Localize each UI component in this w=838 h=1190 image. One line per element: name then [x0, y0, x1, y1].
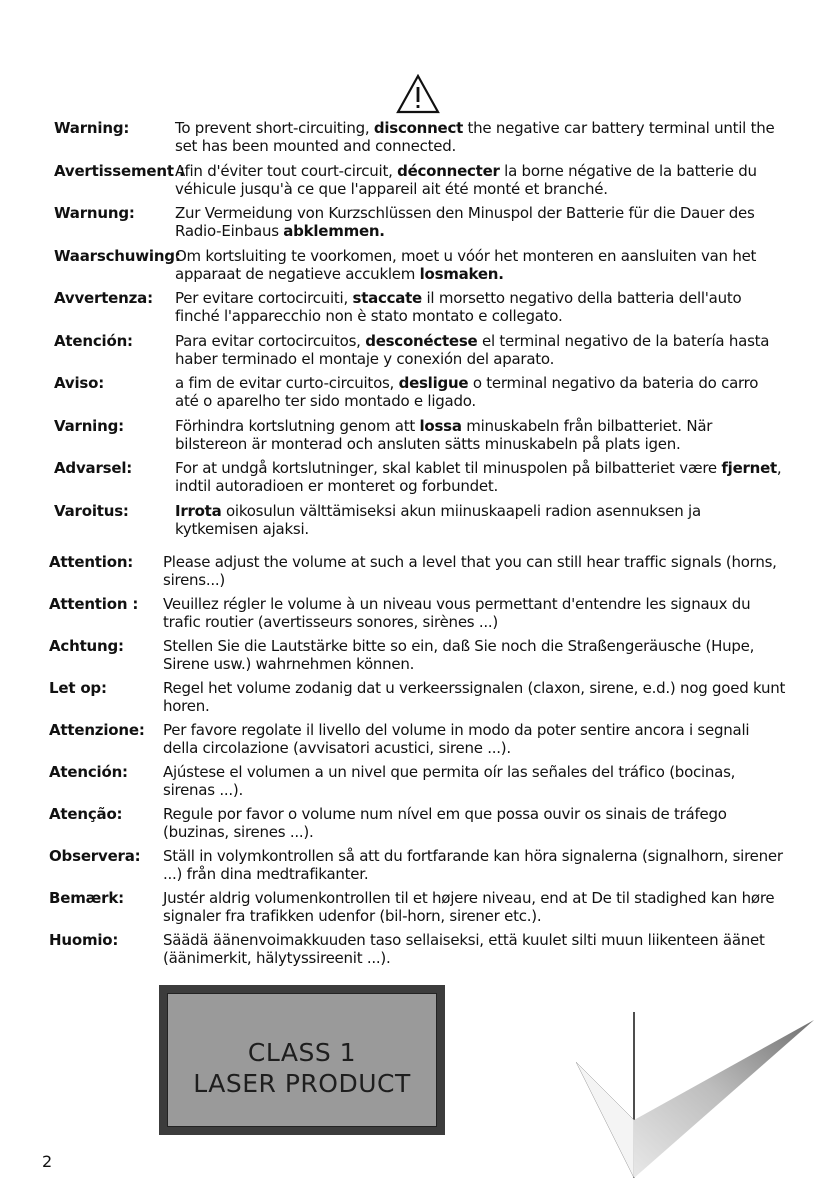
warning-entry-sv	[0, 417, 838, 460]
entry-label: Warning:	[54, 119, 130, 137]
entry-text: Para evitar cortocircuitos, desconéctese el terminal negativo de la batería hasta haber terminado el montaje y conexión del aparato.	[175, 331, 770, 368]
warning-section	[0, 119, 838, 544]
entry-label: Waarschuwing:	[54, 246, 181, 265]
entry-label: Atenção:	[49, 805, 123, 823]
entry-label: Varning:	[54, 416, 124, 435]
entry-label: Avvertenza:	[54, 289, 153, 307]
entry-text: Justér aldrig volumenkontrollen til et højere niveau, end at De til stadighed kan høre signaler fra trafikken udenfor (bil-horn, sirener etc.).	[163, 889, 775, 925]
warning-triangle-icon	[396, 74, 440, 114]
entry-text: Irrota oikosulun välttämiseksi akun miinuskaapeli radion asennuksen ja kytkemisen ajaksi.	[175, 501, 701, 538]
warning-entry-de	[0, 204, 838, 247]
entry-label: Attenzione:	[49, 721, 145, 739]
laser-class-text: CLASS 1	[247, 1038, 357, 1067]
entry-label: Attention :	[49, 595, 139, 613]
entry-label: Huomio:	[49, 931, 119, 949]
attention-entry-pt	[0, 805, 838, 847]
attention-entry-es	[0, 763, 838, 805]
entry-label: Attention:	[49, 553, 134, 571]
attention-entry-fr	[0, 595, 838, 637]
entry-label: Achtung:	[49, 637, 124, 655]
entry-label: Aviso:	[54, 374, 105, 392]
entry-label: Let op:	[49, 679, 107, 697]
entry-text: Ajústese el volumen a un nivel que permita oír las señales del tráfico (bocinas, sirenas ...).	[163, 763, 736, 799]
laser-product-text: LASER PRODUCT	[193, 1069, 411, 1098]
attention-entry-sv	[0, 847, 838, 889]
entry-text: Per favore regolate il livello del volume in modo da poter sentire ancora i segnali della circolazione (avvisatori acustici, sirene ...).	[163, 721, 750, 757]
entry-text: Förhindra kortslutning genom att lossa minuskabeln från bilbatteriet. När bilstereon är monterad och ansluten sätts minuskabeln på plats igen.	[175, 416, 713, 453]
entry-label: Advarsel:	[54, 459, 133, 477]
warning-entry-nl	[0, 247, 838, 290]
entry-text: Ställ in volymkontrollen så att du fortfarande kan höra signalerna (signalhorn, sirener ...) från dina medtrafikanter.	[163, 847, 783, 883]
entry-text: Veuillez régler le volume à un niveau vous permettant d'entendre les signaux du trafic routier (avertisseurs sonores, sirènes ...)	[163, 595, 751, 631]
attention-entry-en	[0, 553, 838, 595]
entry-text: Om kortsluiting te voorkomen, moet u vóór het monteren en aansluiten van het apparaat de negatieve accuklem losmaken.	[175, 246, 757, 283]
entry-label: Atención:	[49, 763, 128, 781]
attention-entry-fi	[0, 931, 838, 973]
entry-label: Bemærk:	[49, 889, 124, 907]
warning-entry-da	[0, 459, 838, 502]
entry-text: Zur Vermeidung von Kurzschlüssen den Minuspol der Batterie für die Dauer des Radio-Einbaus abklemmen.	[175, 204, 755, 240]
entry-text: a fim de evitar curto-circuitos, desligue o terminal negativo da bateria do carro até o aparelho ter sido montado e ligado.	[175, 374, 759, 410]
warning-entry-fr	[0, 162, 838, 205]
entry-text: Regel het volume zodanig dat u verkeerssignalen (claxon, sirene, e.d.) nog goed kunt horen.	[163, 679, 786, 715]
entry-text: To prevent short-circuiting, disconnect the negative car battery terminal until the set has been mounted and connected.	[175, 119, 775, 155]
entry-text: Per evitare cortocircuiti, staccate il morsetto negativo della batteria dell'auto finché l'apparecchio non è stato montato e collegato.	[175, 289, 742, 325]
entry-text: Afin d'éviter tout court-circuit, déconnecter la borne négative de la batterie du véhicule jusqu'à ce que l'appareil ait été monté et branché.	[175, 161, 757, 198]
attention-entry-nl	[0, 679, 838, 721]
attention-entry-da	[0, 889, 838, 931]
entry-text: Please adjust the volume at such a level that you can still hear traffic signals (horns, sirens...)	[163, 553, 777, 589]
warning-entry-it	[0, 289, 838, 332]
entry-label: Avertissement :	[54, 161, 185, 180]
entry-label: Observera:	[49, 847, 141, 865]
warning-entry-fi	[0, 502, 838, 545]
entry-text: For at undgå kortslutninger, skal kablet til minuspolen på bilbatteriet være fjernet, indtil autoradioen er monteret og forbundet.	[175, 459, 782, 495]
attention-entry-de	[0, 637, 838, 679]
attention-section	[0, 553, 838, 973]
entry-text: Regule por favor o volume num nível em que possa ouvir os sinais de tráfego (buzinas, sirenes ...).	[163, 805, 727, 841]
entry-label: Warnung:	[54, 204, 135, 222]
warning-entry-pt	[0, 374, 838, 417]
laser-product-label	[159, 985, 445, 1135]
warning-entry-es	[0, 332, 838, 375]
entry-label: Atención:	[54, 331, 133, 350]
entry-label: Varoitus:	[54, 501, 129, 520]
entry-text: Säädä äänenvoimakkuuden taso sellaiseksi, että kuulet silti muun liikenteen äänet (äänimerkit, hälytyssireenit ...).	[163, 931, 765, 967]
page-number: 2	[42, 1152, 53, 1171]
entry-text: Stellen Sie die Lautstärke bitte so ein, daß Sie noch die Straßengeräusche (Hupe, Sirene usw.) wahrnehmen können.	[163, 637, 755, 673]
attention-entry-it	[0, 721, 838, 763]
laser-label-plate	[167, 993, 437, 1127]
warning-entry-en	[0, 119, 838, 162]
peeled-corner-graphic	[576, 1000, 816, 1180]
